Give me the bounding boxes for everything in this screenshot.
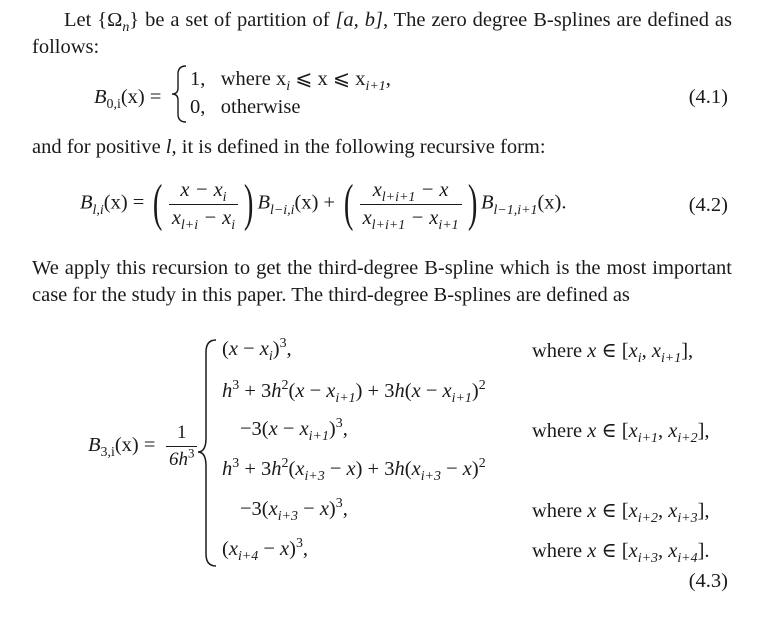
equation-4-1-brace — [170, 64, 190, 124]
equation-4-2: $B_{l,i}(x)$ = ( $\frac{x - x_i}{x_{l+i} - x_i}$ ) $B_{l-i,i}(x)$ + ( $\frac{x_{l+i+1} - x}{x_{l+i+1} - x_{i+1}}$ ) $B_{l-1,i+1}(x)$. — [80, 175, 567, 233]
condition-4: where x ∈ [$x_{i+3}$, $x_{i+4}$]. — [532, 540, 710, 567]
equation-number-4-3: (4.3) — [688, 570, 728, 592]
case-row-2: $h^3 + 3h^2(x - x_{i+1}) + 3h(x - x_{i+1})^2$ — [222, 378, 486, 407]
condition-1: where x ∈ [$x_i$, $x_{i+1}$], — [532, 340, 694, 367]
case-row-6: $(x_{i+4} - x)^3$, — [222, 536, 309, 565]
text-rest: , The zero degree B-splines are defined as follows: — [32, 9, 732, 58]
paragraph-third-degree: We apply this recursion to get the third-degree B-spline which is the most important case for the study in this paper. The third-degree B-splines are defined as — [32, 257, 732, 306]
equation-4-3-brace — [196, 338, 220, 568]
paragraph-intro — [32, 7, 732, 61]
case-row-5: $-3(x_{i+3} - x)^3$, — [240, 496, 348, 525]
condition-2: where x ∈ [$x_{i+1}$, $x_{i+2}$], — [532, 420, 710, 447]
case-row-3: $-3(x - x_{i+1})^3$, — [240, 416, 348, 445]
equation-number-4-2: (4.2) — [688, 194, 728, 216]
case-row-4: $h^3 + 3h^2(x_{i+3} - x) + 3h(x_{i+3} - x)^2$ — [222, 456, 486, 485]
equation-number-4-1: (4.1) — [688, 86, 728, 108]
interval-ab: [a, b] — [335, 9, 383, 31]
text-mid: be a set of partition of — [139, 9, 336, 31]
equation-4-3-lhs: $B_{3,i}(x)$ = — [88, 434, 156, 461]
paragraph-recursive: and for positive l, it is defined in the following recursive form: — [32, 136, 546, 158]
equation-4-1-case-2: 0, otherwise — [190, 96, 301, 118]
equation-4-3-coefficient: $\frac{1}{6h^3}$ — [164, 422, 199, 471]
condition-3: where x ∈ [$x_{i+2}$, $x_{i+3}$], — [532, 500, 710, 527]
fraction-2: $\frac{x_{l+i+1} - x}{x_{l+i+1} - x_{i+1}}$ — [360, 179, 462, 230]
text-let: Let — [64, 9, 98, 31]
omega-set: $\{\Omega_n\}$ — [97, 9, 140, 36]
fraction-1: $\frac{x - x_i}{x_{l+i} - x_i}$ — [169, 179, 238, 230]
equation-4-1-case-1: 1, where $x_i$ ⩽ x ⩽ $x_{i+1}$, — [190, 68, 391, 95]
case-row-1: $(x - x_i)^3$, — [222, 336, 292, 365]
equation-4-1-lhs: $B_{0,i}(x)$ = — [94, 86, 162, 113]
